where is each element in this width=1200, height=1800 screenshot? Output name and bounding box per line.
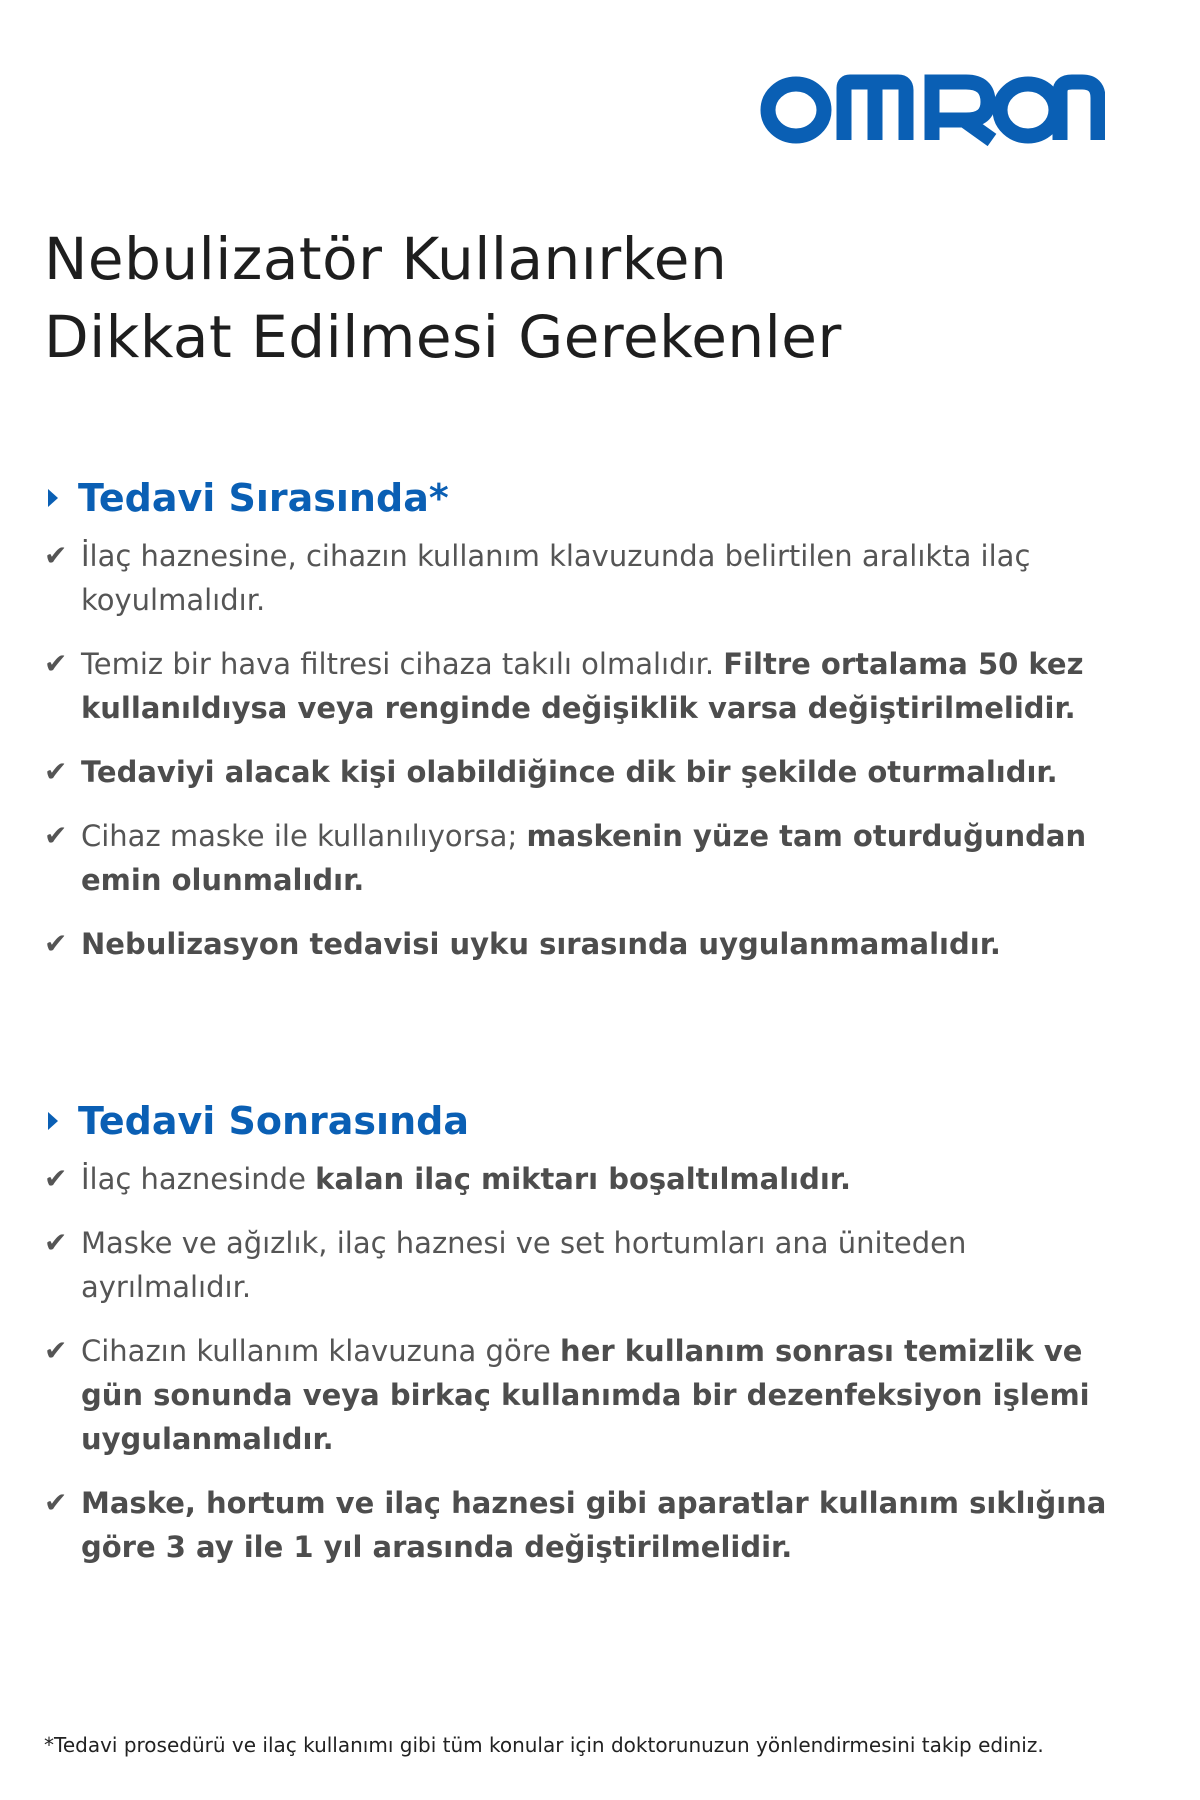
list-item: ✔ Cihaz maske ile kullanılıyorsa; maskenin yüze tam oturduğundan emin olunmalıdır.	[44, 814, 1124, 902]
check-icon: ✔	[44, 819, 68, 852]
check-icon: ✔	[44, 1162, 68, 1195]
check-icon: ✔	[44, 1486, 68, 1519]
checklist	[44, 534, 1124, 966]
check-icon: ✔	[44, 647, 68, 680]
check-icon: ✔	[44, 927, 68, 960]
list-item: ✔ Maske ve ağızlık, ilaç haznesi ve set hortumları ana üniteden ayrılmalıdır.	[44, 1221, 1124, 1309]
footnote: *Tedavi prosedürü ve ilaç kullanımı gibi tüm konular için doktorunuzun yönlendirmesini takip ediniz.	[44, 1733, 1044, 1757]
section-after-treatment	[44, 1093, 1124, 1589]
list-item: ✔ Tedaviyi alacak kişi olabildiğince dik bir şekilde oturmalıdır.	[44, 750, 1124, 794]
list-item: ✔ Temiz bir hava filtresi cihaza takılı olmalıdır. Filtre ortalama 50 kez kullanıldıysa veya renginde değişiklik varsa değiştirilmelidir.	[44, 642, 1124, 730]
section-heading	[44, 470, 1124, 526]
page-title	[44, 220, 1144, 376]
section-title: Tedavi Sonrasında	[78, 1099, 469, 1143]
title-line-2: Dikkat Edilmesi Gerekenler	[44, 303, 842, 371]
list-item: ✔ Nebulizasyon tedavisi uyku sırasında uygulanmamalıdır.	[44, 922, 1124, 966]
check-icon: ✔	[44, 1226, 68, 1259]
list-item: ✔ Cihazın kullanım klavuzuna göre her kullanım sonrası temizlik ve gün sonunda veya birkaç kullanımda bir dezenfeksiyon işlemi uygulanmalıdır.	[44, 1329, 1124, 1461]
check-icon: ✔	[44, 1334, 68, 1367]
caret-right-icon	[48, 489, 58, 507]
check-icon: ✔	[44, 755, 68, 788]
section-during-treatment	[44, 470, 1124, 986]
section-title: Tedavi Sırasında*	[78, 476, 449, 520]
list-item: ✔ İlaç haznesinde kalan ilaç miktarı boşaltılmalıdır.	[44, 1157, 1124, 1201]
caret-right-icon	[48, 1112, 58, 1130]
list-item: ✔ Maske, hortum ve ilaç haznesi gibi aparatlar kullanım sıklığına göre 3 ay ile 1 yıl arasında değiştirilmelidir.	[44, 1481, 1124, 1569]
title-line-1: Nebulizatör Kullanırken	[44, 225, 728, 293]
omron-logo	[760, 70, 1105, 150]
check-icon: ✔	[44, 539, 68, 572]
section-heading	[44, 1093, 1124, 1149]
list-item: ✔ İlaç haznesine, cihazın kullanım klavuzunda belirtilen aralıkta ilaç koyulmalıdır.	[44, 534, 1124, 622]
checklist	[44, 1157, 1124, 1569]
